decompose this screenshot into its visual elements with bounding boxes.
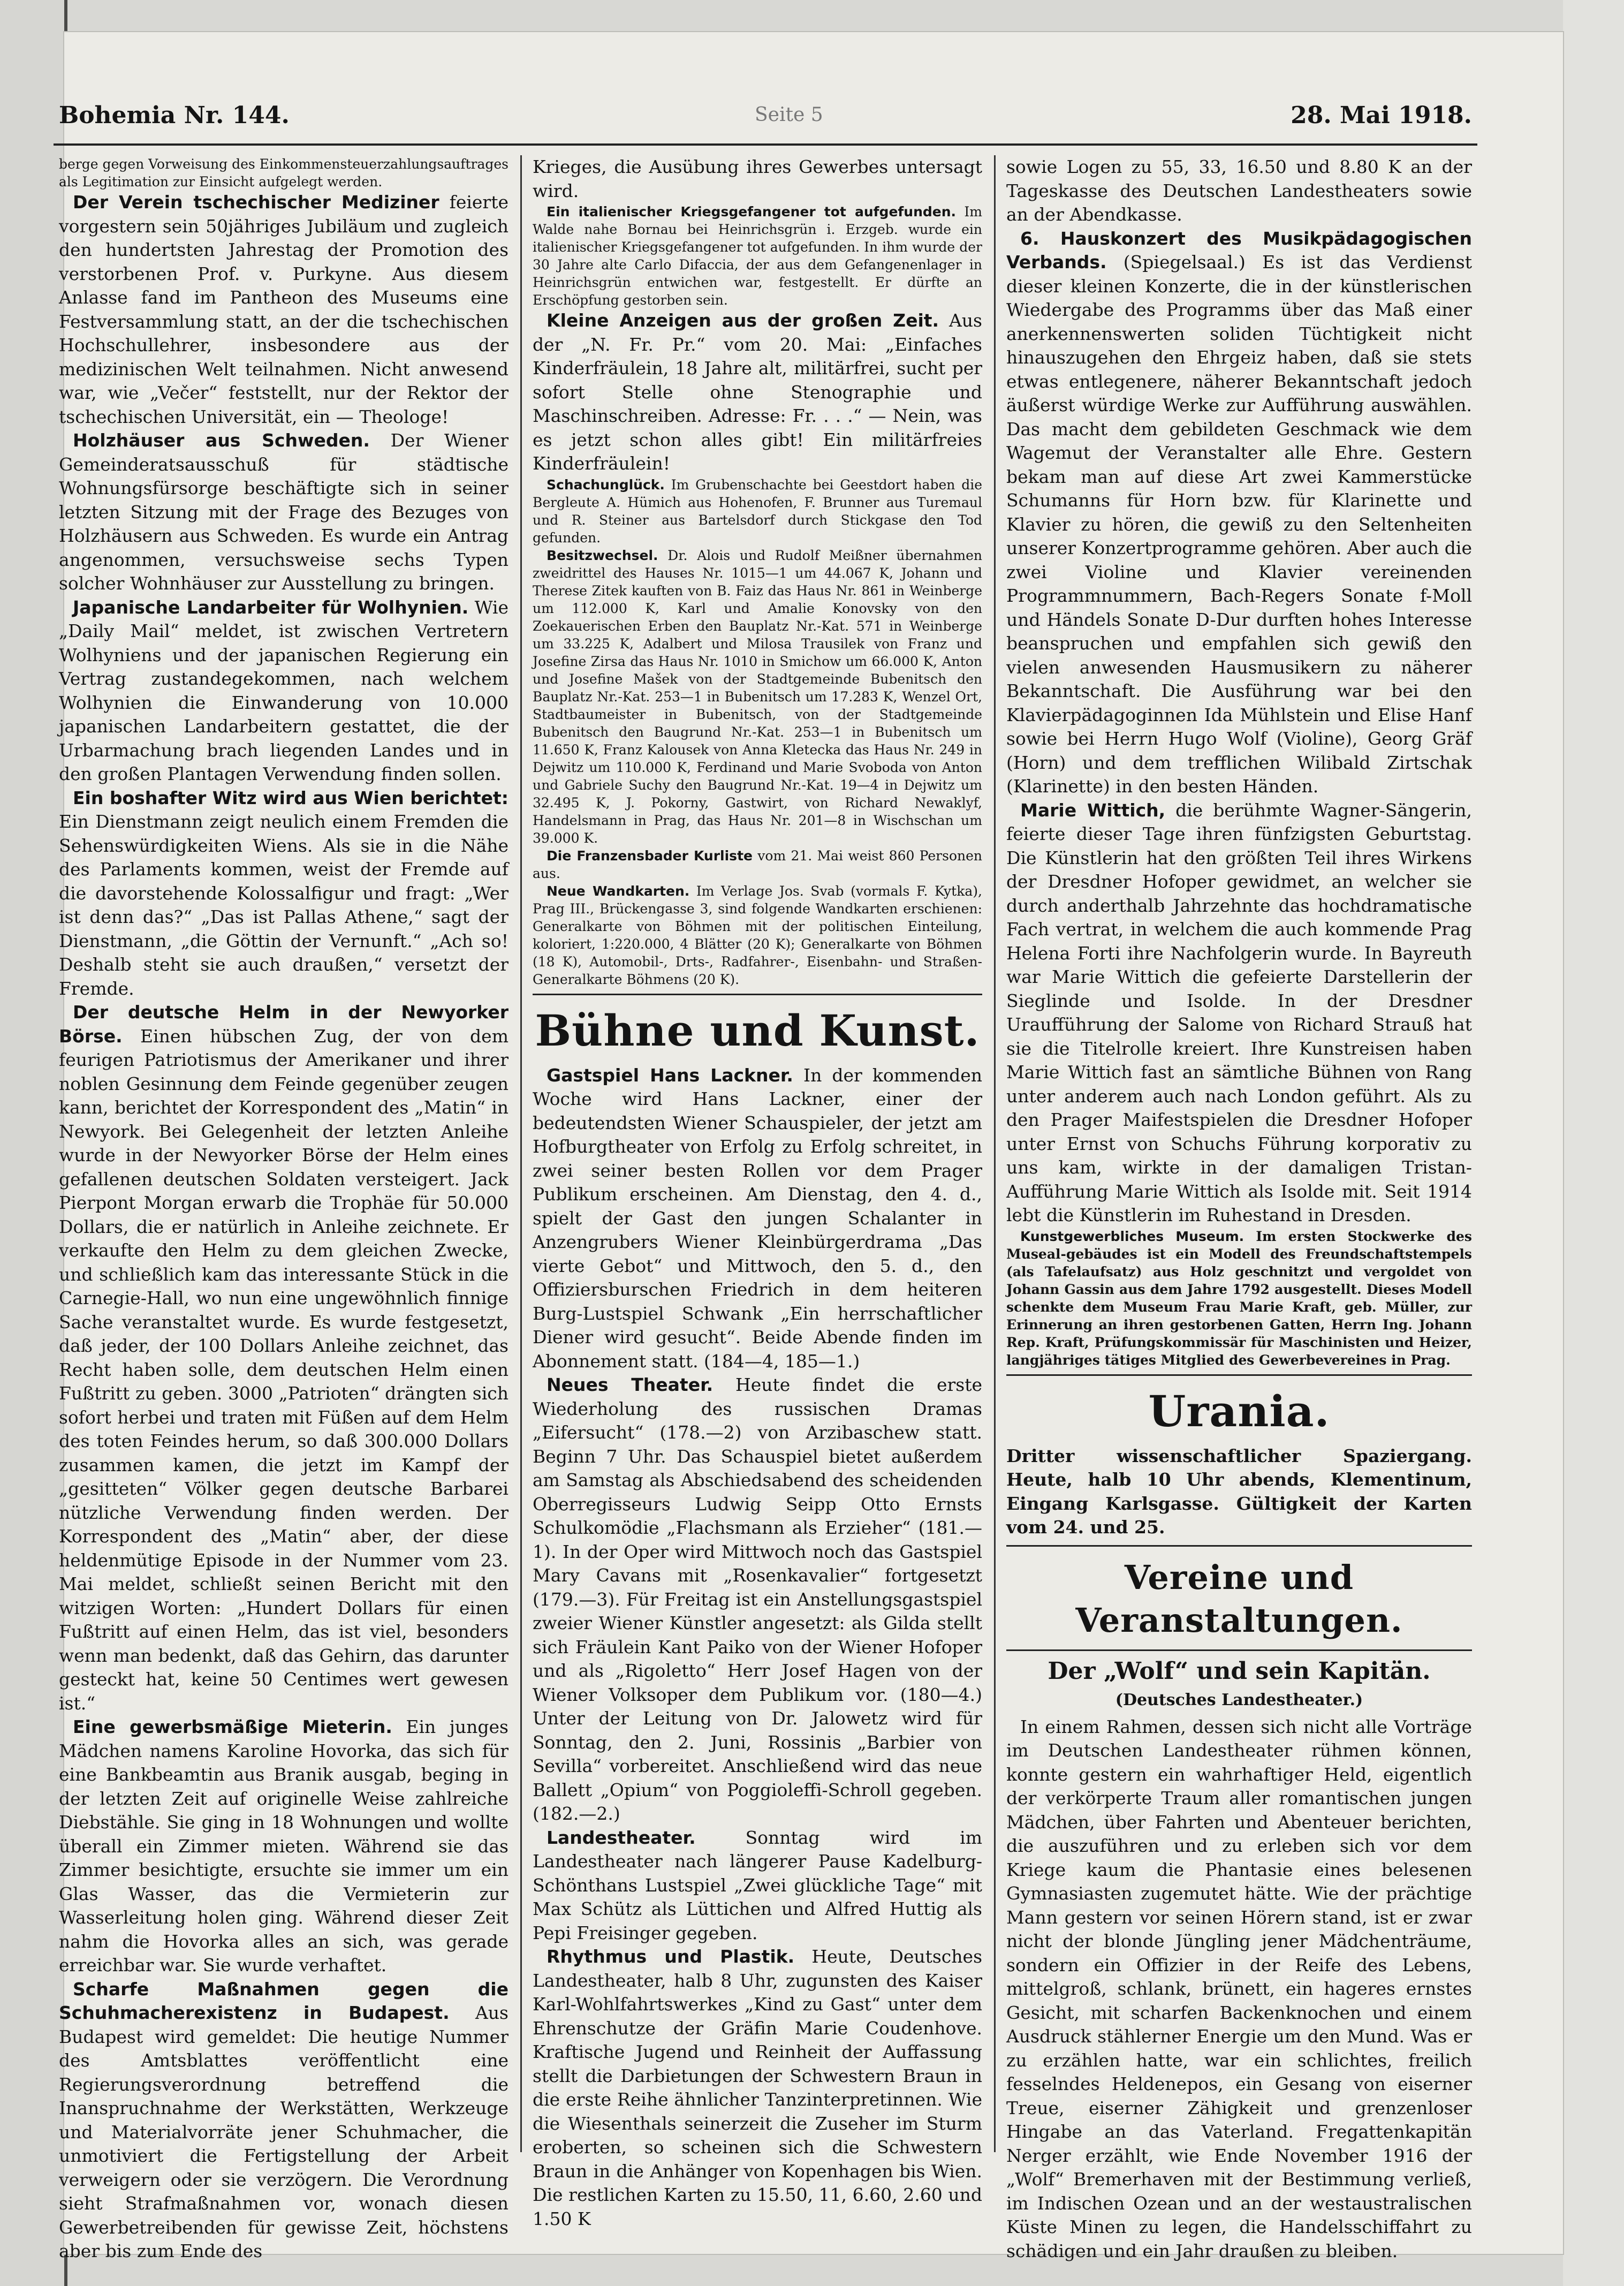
article-heading: Holzhäuser aus Schweden. <box>73 430 370 451</box>
article <box>59 596 509 786</box>
section-title: Bühne und Kunst. <box>535 1005 980 1056</box>
urania-notice: Dritter wissenschaftlicher Spaziergang. Heute, halb 10 Uhr abends, Klementinum, Eingang Karlsgasse. Gültigkeit der Karten vom 24. und 25. <box>1006 1445 1472 1538</box>
article-heading: Neue Wandkarten. <box>547 883 690 899</box>
article-body: Einen hübschen Zug, der von dem feurigen Patriotismus der Amerikaner und ihrer noblen Gesinnung dem Feinde gegenüber zeugen kann, berichtet der Korrespondent des „Matin“ in Newyork. Bei Gelegenheit der letzten Anleihe wurde in der Newyorker Börse der Helm eines gefallenen deutschen Soldaten versteigert. Jack Pierpont Morgan erwarb die Trophäe für 50.000 Dollars, die er natürlich in Anleihe zeichnete. Er verkaufte den Helm zu dem gleichen Zwecke, und schließlich kam das interessante Stück in die Carnegie-Hall, wo nun eine ungewöhnlich finnige Sache veranstaltet wurde. Es wurde festgesetzt, daß jeder, der 100 Dollars Anleihe zeichnet, das Recht haben solle, dem deutschen Helm einen Fußtritt zu geben. 3000 „Patrioten“ drängten sich sofort herbei und traten mit Füßen auf dem Helm des toten Feindes herum, so daß 300.000 Dollars zusammen kamen, die jetzt im Kampf der „gesitteten“ Völker gegen deutsche Barbarei nützliche Verwendung finden werden. Der Korrespondent des „Matin“ aber, der diese heldenmütige Episode in der Nummer vom 23. Mai meldet, schließt seinen Bericht mit den witzigen Worten: „Hundert Dollars für einen Fußtritt auf einen Helm, das ist viel, besonders wenn man bedenkt, daß das Gehirn, das darunter gesteckt hat, keine 50 Centimes wert gewesen ist.“ <box>59 1025 509 1714</box>
article <box>59 1978 509 2264</box>
section-rule <box>1006 1545 1472 1547</box>
article-body: Im Walde nahe Bornau bei Heinrichsgrün i. Erzgeb. wurde ein italienischer Kriegsgefangener tot aufgefunden. In ihm wurde der 30 Jahre alte Carlo Difaccia, der aus dem Gefangenenlager in Heinrichsgrün entwichen war, festgestellt. Er dürfte an Erschöpfung gestorben sein. <box>533 204 982 308</box>
article-body: Wie „Daily Mail“ meldet, ist zwischen Vertretern Wolhyniens und der japanischen Regierung ein Vertrag zustandegekommen, nach welchem Wolhynien die Einwanderung von 10.000 japanischen Landarbeitern gestattet, die der Urbarmachung brach liegenden Landes und in den großen Plantagen Verwendung finden sollen. <box>59 596 509 784</box>
article-body: In einem Rahmen, dessen sich nicht alle Vorträge im Deutschen Landestheater rühmen können, konnte gestern ein wahrhaftiger Held, eigentlich der verkörperte Traum aller romantischen jungen Mädchen, über Fahrten und Abenteuer berichten, die auszuführen und zu erleben sich vor dem Kriege kaum die Phantasie eines belesenen Gymnasiasten zugemutet hätte. Wie der prächtige Mann gestern vor seinen Hörern stand, ist er zwar nicht der blonde Jüngling jener Mädchenträume, sondern ein Offizier in der Reife des Lebens, mittelgroß, schlank, brünett, ein hageres ernstes Gesicht, mit scharfen Backenknochen und einem Ausdruck stählerner Energie um den Mund. Was er zu erzählen hatte, war ein schlichtes, freilich fesselndes Heldenepos, ein Gesang von eiserner Treue, eiserner Zähigkeit und grenzenloser Hingabe an das Vaterland. Fregattenkapitän Nerger erzählt, wie Ende November 1916 der „Wolf“ Bremerhaven mit der Bestimmung verließ, im Indischen Ozean und an der westaustralischen Küste Minen zu legen, die Handelsschiffahrt zu schädigen und ein Jahr draußen zu bleiben. <box>1006 1716 1472 2261</box>
column-3 <box>1006 155 1472 2261</box>
article-heading: Gastspiel Hans Lackner. <box>547 1064 793 1086</box>
article-body: Sonntag wird im Landestheater nach längerer Pause Kadelburg-Schönthans Lustspiel „Zwei glückliche Tage“ mit Max Schütz als Lüttichen und Alfred Huttig als Pepi Freisinger gegeben. <box>533 1827 982 1943</box>
article <box>1006 227 1472 799</box>
article-heading: Kunstgewerbliches Museum. <box>1020 1228 1244 1244</box>
article-heading: Landestheater. <box>547 1827 696 1848</box>
section-rule <box>1006 1649 1472 1651</box>
issue-date: 28. Mai 1918. <box>1291 102 1472 129</box>
article-heading: Neues Theater. <box>547 1374 714 1395</box>
article-body: Im ersten Stockwerke des Museal-gebäudes ist ein Modell des Freundschaftstempels (als Tafelaufsatz) aus Holz geschnitzt und vergoldet von Johann Gassin aus dem Jahre 1792 ausgestellt. Dieses Modell schenkte dem Museum Frau Marie Kraft, geb. Müller, zur Erinnerung an ihren gestorbenen Gatten, Herrn Ing. Johann Rep. Kraft, Prüfungskommissär für Maschinisten und Heizer, langjähriges tätiges Mitglied des Gewerbevereines in Prag. <box>1006 1228 1472 1368</box>
article-heading: Ein boshafter Witz wird aus Wien berichtet: <box>73 787 509 808</box>
article-body: In der kommenden Woche wird Hans Lackner, einer der bedeutendsten Wiener Schauspieler, der jetzt am Hofburgtheater von Erfolg zu Erfolg schreitet, in zwei seiner besten Rollen vor dem Prager Publikum erscheinen. Am Dienstag, den 4. d., spielt der Gast den jungen Schalanter in Anzengrubers Wiener Kleinbürgerdrama „Das vierte Gebot“ und Mittwoch, den 5. d., den Offiziersburschen Friedrich in dem heiteren Burg-Lustspiel Schwank „Ein herrschaftlicher Diener wird gesucht“. Beide Abende finden im Abonnement statt. (184—4, 185—1.) <box>533 1064 982 1372</box>
article-body: Aus Budapest wird gemeldet: Die heutige Nummer des Amtsblattes veröffentlicht eine Regierungsverordnung betreffend die Inanspruchnahme der Werkstätten, Werkzeuge und Materialvorräte jener Schuhmacher, die unmotiviert die Fertigstellung der Arbeit verweigern oder sie verzögern. Die Verordnung sieht Strafmaßnahmen vor, wonach diesen Gewerbetreibenden für gewisse Zeit, höchstens aber bis zum Ende des <box>59 2002 509 2261</box>
section-rule <box>1006 1374 1472 1376</box>
article-heading: Marie Wittich, <box>1020 799 1166 821</box>
section-title: Vereine und Veranstaltungen. <box>1075 1557 1403 1640</box>
page-margin-right <box>1563 0 1624 2286</box>
article-heading: Besitzwechsel. <box>547 547 658 563</box>
article <box>1006 1228 1472 1369</box>
article <box>59 191 509 429</box>
article-body: feierte vorgestern sein 50jähriges Jubiläum und zugleich den hundertsten Jahrestag der Promotion des verstorbenen Prof. v. Purkyne. Aus diesem Anlasse fand im Pantheon des Museums eine Festversammlung statt, an der die tschechischen Hochschullehrer, insbesondere aus der medizinischen Welt teilnahmen. Nicht anwesend war, wie „Večer“ feststellt, nur der Rektor der tschechischen Universität, ein — Theologe! <box>59 192 509 427</box>
article <box>59 1715 509 1978</box>
article <box>533 203 982 309</box>
article-heading: Scharfe Maßnahmen gegen die Schuhmacherexistenz in Budapest. <box>59 1978 509 2023</box>
article <box>533 309 982 476</box>
column-2 <box>533 155 983 2229</box>
article-body: Im Verlage Jos. Svab (vormals F. Kytka), Prag III., Brückengasse 3, sind folgende Wandkarten erschienen: Generalkarte von Böhmen mit der politischen Einteilung, koloriert, 1:220.000, 4 Blätter (20 K); Generalkarte von Böhmen (18 K), Automobil-, Drts-, Radfahrer-, Eisenbahn- und Straßen-Generalkarte Böhmens (20 K). <box>533 883 982 987</box>
article-heading: Kleine Anzeigen aus der großen Zeit. <box>547 310 939 331</box>
article-body: Heute findet die erste Wiederholung des russischen Dramas „Eifersucht“ (178.—2) von Arzibaschew statt. Beginn 7 Uhr. Das Schauspiel bietet außerdem am Samstag als Abschiedsabend des scheidenden Oberregisseurs Ludwig Seipp Otto Ernsts Schulkomödie „Flachsmann als Erzieher“ (181.—1). In der Oper wird Mittwoch noch das Gastspiel Mary Cavans mit „Rosenkavalier“ fortgesetzt (179.—3). Für Freitag ist ein Anstellungsgastspiel zweier Wiener Künstler angesetzt: als Gilda stellt sich Fräulein Kant Paiko von der Wiener Hofoper und als „Rigoletto“ Herr Josef Hagen von der Wiener Volksoper dem Publikum vor. (180—4.) Unter der Leitung von Dr. Jalowetz wird für Sonntag, den 2. Juni, Rossinis „Barbier von Sevilla“ vorbereitet. Anschließend wird das neue Ballett „Opium“ von Poggioleffi-Schroll gegeben. (182.—2.) <box>533 1374 982 1824</box>
article-body: vom 21. Mai weist 860 Personen aus. <box>533 847 982 881</box>
article-body: Ein Dienstmann zeigt neulich einem Fremden die Sehenswürdigkeiten Wiens. Als sie in die Nähe des Parlaments kommen, weist der Fremde auf die davorstehende Kolossalfigur und fragt: „Wer ist denn das?“ „Das ist Pallas Athene,“ sagt der Dienstmann, „die Göttin der Vernunft.“ „Ach so! Deshalb steht sie auch draußen,“ versetzt der Fremde. <box>59 811 509 999</box>
column-divider <box>994 155 996 2152</box>
article <box>59 1001 509 1715</box>
article-heading: Rhythmus und Plastik. <box>547 1946 795 1967</box>
article-continuation: berge gegen Vorweisung des Einkommensteuerzahlungsauftrages als Legitimation zur Einsicht aufgelegt werden. <box>59 156 509 190</box>
article-subtitle: (Deutsches Landestheater.) <box>1115 1690 1363 1709</box>
article-body: Aus der „N. Fr. Pr.“ vom 20. Mai: „Einfaches Kinderfräulein, 18 Jahre alt, militärfrei, sucht per sofort Stelle ohne Stenographie und Maschinschreiben. Adresse: Fr. . . .“ — Nein, was es jetzt schon alles gibt! Ein militärfreies Kinderfräulein! <box>533 310 982 474</box>
article-body: Heute, Deutsches Landestheater, halb 8 Uhr, zugunsten des Kaiser Karl-Wohlfahrtswerkes „Kind zu Gast“ unter dem Ehrenschutze der Gräfin Marie Coudenhove. Kraftische Jugend und Reinheit der Auffassung stellt die Darbietungen der Schwestern Braun in die erste Reihe ähnlicher Tanzinterpretinnen. Wie die Wiesenthals seinerzeit die Zuseher im Sturm eroberten, so scheinen sich die Schwestern Braun in die Anhänger von Kopenhagen bis Wien. Die restlichen Karten zu 15.50, 11, 6.60, 2.60 und 1.50 K <box>533 1946 982 2229</box>
article-heading: Die Franzensbader Kurliste <box>547 847 753 864</box>
article <box>533 1945 982 2231</box>
article <box>59 429 509 596</box>
article-heading: Eine gewerbsmäßige Mieterin. <box>73 1716 392 1737</box>
article-body: Ein junges Mädchen namens Karoline Hovorka, das sich für eine Bankbeamtin aus Branik ausgab, beging in der letzten Zeit auf originelle Weise zahlreiche Diebstähle. Sie ging in 18 Wohnungen und wollte überall ein Zimmer mieten. Während sie das Zimmer besichtigte, ersuchte sie immer um ein Glas Wasser, das die Vermieterin zur Wasserleitung holen ging. Während dieser Zeit nahm die Hovorka alles an sich, was gerade erreichbar war. Sie wurde verhaftet. <box>59 1716 509 1975</box>
article <box>533 1064 982 1374</box>
urania-title: Urania. <box>1148 1386 1330 1436</box>
header-rule <box>54 143 1477 146</box>
article-body: Im Grubenschachte bei Geestdort haben die Bergleute A. Hümich aus Hohenofen, F. Brunner aus Turemaul und R. Steiner aus Bartelsdorf durch Stickgase den Tod gefunden. <box>533 476 983 546</box>
article-continuation: Krieges, die Ausübung ihres Gewerbes untersagt wird. <box>533 156 982 201</box>
column-1 <box>59 155 509 2261</box>
binding-edge <box>0 0 67 2286</box>
article <box>533 1373 982 1826</box>
article <box>533 847 982 882</box>
article-body: (Spiegelsaal.) Es ist das Verdienst dieser kleinen Konzerte, die in der künstlerischen Wiedergabe des Programms über das Maß einer anerkennenswerten soliden Tüchtigkeit nicht hinauszugehen den Ehrgeiz haben, daß sie stets etwas entlegenere, näherer Bekanntschaft jedoch äußerst würdige Werke zur Aufführung auswählen. Das macht dem gebildeten Geschmack wie dem Wagemut der Veranstalter alle Ehre. Gestern bekam man auf diese Art zwei Kammerstücke Schumanns für Horn bzw. für Klarinette und Klavier zu hören, die gewiß zu den Seltenheiten unserer Konzertprogramme gehören. Aber auch die zwei Violine und Klavier vereinenden Programmnummern, Bach-Regers Sonate f-Moll und Händels Sonate D-Dur durften hohes Interesse beanspruchen und empfahlen sich gewiß den vielen anwesenden Hausmusikern zu näherer Bekanntschaft. Die Ausführung war bei den Klavierpädagoginnen Ida Mühlstein und Elise Hanf sowie bei Herrn Hugo Wolf (Violine), Georg Gräf (Horn) und dem trefflichen Wilibald Zirtschak (Klarinette) in den besten Händen. <box>1006 252 1472 797</box>
article-heading: Japanische Landarbeiter für Wolhynien. <box>73 596 469 618</box>
article-heading: Schachunglück. <box>547 476 665 493</box>
column-divider <box>520 155 522 2152</box>
article <box>59 786 509 1001</box>
article-heading: Der Verein tschechischer Mediziner <box>73 192 439 213</box>
article-heading: Ein italienischer Kriegsgefangener tot aufgefunden. <box>547 204 957 219</box>
article <box>533 547 982 847</box>
article-continuation: sowie Logen zu 55, 33, 16.50 und 8.80 K an der Tageskasse des Deutschen Landestheaters sowie an der Abendkasse. <box>1006 156 1472 225</box>
page-number: Seite 5 <box>755 104 823 126</box>
article <box>533 1826 982 1946</box>
section-rule <box>533 994 982 995</box>
article-heading: Der deutsche Helm in der Newyorker Börse. <box>59 1002 509 1047</box>
page-header <box>59 102 1472 139</box>
article <box>533 882 982 988</box>
article <box>533 476 982 547</box>
article-body: Dr. Alois und Rudolf Meißner übernahmen zweidrittel des Hauses Nr. 1015—1 um 44.067 K, Johann und Therese Zitek kauften von B. Faiz das Haus Nr. 861 in Weinberge um 112.000 K, Karl und Amalie Konovsky von den Zoekauerischen Erben den Bauplatz Nr.-Kat. 571 in Weinberge um 33.225 K, Adalbert und Milosa Trausilek von Franz und Josefine Zirsa das Haus Nr. 1010 in Smichow um 66.000 K, Anton und Josefine Mašek von der Stadtgemeinde Bubenitsch den Bauplatz Nr.-Kat. 253—1 in Bubenitsch um 17.283 K, Wenzel Ort, Stadtbaumeister in Bubenitsch, von der Stadtgemeinde Bubenitsch den Baugrund Nr.-Kat. 253—1 in Bubenitsch um 11.650 K, Franz Kalousek von Anna Kletecka das Haus Nr. 249 in Dejwitz um 110.000 K, Ferdinand und Marie Svoboda von Anton und Gabriele Suchy den Baugrund Nr.-Kat. 19—4 in Dejwitz um 32.495 K, J. Pokorny, Gastwirt, von Richard Newaklyf, Handelsmann in Prag, das Haus Nr. 201—8 in Wischschan um 39.000 K. <box>533 547 982 846</box>
masthead-issue: Bohemia Nr. 144. <box>59 102 290 129</box>
article-title: Der „Wolf“ und sein Kapitän. <box>1048 1657 1431 1685</box>
article-body: Der Wiener Gemeinderatsausschuß für städtische Wohnungsfürsorge beschäftigte sich in seiner letzten Sitzung mit der Frage des Bezuges von Holzhäusern aus Schweden. Es wurde ein Antrag angenommen, versuchsweise sechs Typen solcher Wohnhäuser zur Ausstellung zu bringen. <box>59 430 509 594</box>
article-heading: 6. Hauskonzert des Musikpädagogischen Verbands. <box>1006 228 1472 272</box>
article <box>1006 799 1472 1228</box>
article-body: die berühmte Wagner-Sängerin, feierte dieser Tage ihren fünfzigsten Geburtstag. Die Künstlerin hat den größten Teil ihres Wirkens der Dresdner Hofoper gewidmet, an welcher sie durch anderthalb Jahrzehnte das hochdramatische Fach vertrat, in welchem die auch kommende Prag Helena Forti ihre Nachfolgerin wurde. In Bayreuth war Marie Wittich die gefeierte Darstellerin der Sieglinde und Isolde. In der Dresdner Uraufführung der Salome von Richard Strauß hat sie die Titelrolle kreiert. Ihre Kunstreisen haben Marie Wittich fast an sämtliche Bühnen von Rang unter anderem auch nach London geführt. Als zu den Prager Maifestspielen die Dresdner Hofoper unter Ernst von Schuchs Führung korporativ zu uns kam, wirkte in der damaligen Tristan-Aufführung Marie Wittich als Isolde mit. Seit 1914 lebt die Künstlerin im Ruhestand in Dresden. <box>1006 799 1472 1225</box>
